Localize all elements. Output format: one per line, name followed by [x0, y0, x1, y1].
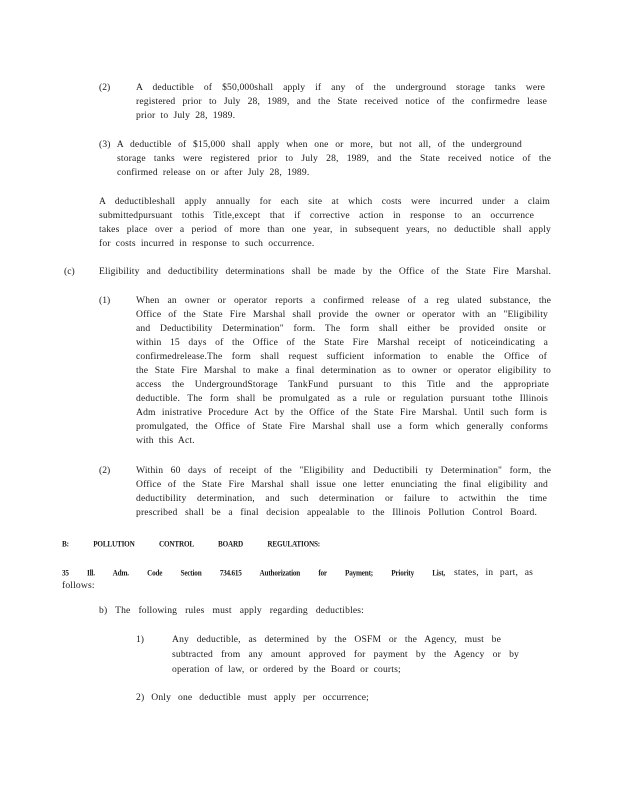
rule-b1-line-3: operation of law, or ordered by the Board or courts; [172, 664, 401, 675]
section-c1-line-5: confirmedrelease.The form shall request sufficient information to enable the Office of [136, 351, 547, 362]
annual-deductible-line-4: for costs incurred in response to such occurrence. [99, 238, 315, 249]
annual-deductible-line-1: A deductibleshall apply annually for each site at which costs were incurred under a claim [99, 196, 550, 207]
section-c1-label: (1) [99, 295, 111, 306]
section-c1-line-8: deductible. The form shall be promulgated as a rule or regulation pursuant tothe Illinois [136, 393, 548, 404]
section-2-line-3: prior to July 28, 1989. [136, 110, 236, 121]
regulation-tail: states, in part, as [454, 567, 533, 578]
section-c1-line-10: promulgated, the Office of State Fire Marshal shall use a form which generally conforms [136, 421, 548, 432]
section-c1-line-1: When an owner or operator reports a confirmed release of a reg ulated substance, the [136, 295, 551, 306]
rule-b1-line-1: Any deductible, as determined by the OSFM or the Agency, must be [172, 634, 501, 645]
section-2-label: (2) [99, 82, 111, 93]
section-c-label: (c) [64, 266, 75, 277]
section-c1-line-2: Office of the State Fire Marshal shall provide the owner or operator with an "Eligibility [136, 309, 548, 320]
section-c-text: Eligibility and deductibility determinations shall be made by the Office of the State Fire Marshal. [99, 266, 551, 277]
section-c2-label: (2) [99, 465, 111, 476]
rule-b2-text: 2) Only one deductible must apply per occurrence; [136, 692, 369, 703]
section-c1-line-3: and Deductibility Determination" form. The form shall either be provided onsite or [136, 323, 546, 334]
annual-deductible-line-3: takes place over a period of more than one year, in subsequent years, no deductible shall apply [99, 224, 551, 235]
section-c1-line-7: access the UndergroundStorage TankFund pursuant to this Title and the appropriate [136, 379, 549, 390]
annual-deductible-line-2: submittedpursuant tothis Title,except that if corrective action in response to an occurrence [99, 210, 534, 221]
section-c1-line-4: within 15 days of the Office of the State Fire Marshal receipt of noticeindicating a [136, 337, 548, 348]
section-2-line-1: A deductible of $50,000shall apply if any of the underground storage tanks were [136, 82, 545, 93]
section-c1-line-9: Adm inistrative Procedure Act by the Office of the State Fire Marshal. Until such form is [136, 407, 547, 418]
regulation-follows: follows: [62, 580, 95, 591]
section-c2-line-1: Within 60 days of receipt of the "Eligibility and Deductibili ty Determination" form, the [136, 465, 551, 476]
rule-b-text: b) The following rules must apply regarding deductibles: [99, 605, 364, 616]
section-c1-line-6: the State Fire Marshal to make a final determination as to owner or operator eligibility to [136, 365, 551, 376]
section-2-line-2: registered prior to July 28, 1989, and the State received notice of the confirmedre lease [136, 96, 547, 107]
regulation-citation: 35 Ill. Adm. Code Section 734.615 Authorization for Payment; Priority List, [62, 568, 445, 578]
section-c1-line-11: with this Act. [136, 435, 195, 446]
rule-b1-line-2: subtracted from any amount approved for payment by the Agency or by [172, 649, 519, 660]
section-3-line-2: storage tanks were registered prior to July 28, 1989, and the State received notice of the [117, 153, 551, 164]
section-c2-line-2: Office of the State Fire Marshal shall issue one letter enunciating the final eligibility and [136, 479, 548, 490]
section-3-line-3: confirmed release on or after July 28, 1989. [117, 167, 310, 178]
heading-b: B: POLLUTION CONTROL BOARD REGULATIONS: [62, 539, 320, 549]
section-3-line-1: (3) A deductible of $15,000 shall apply when one or more, but not all, of the underground [99, 139, 522, 150]
section-c2-line-3: deductibility determination, and such determination or failure to actwithin the time [136, 493, 547, 504]
section-c2-line-4: prescribed shall be a final decision appealable to the Illinois Pollution Control Board. [136, 507, 537, 518]
rule-b1-label: 1) [136, 634, 144, 645]
